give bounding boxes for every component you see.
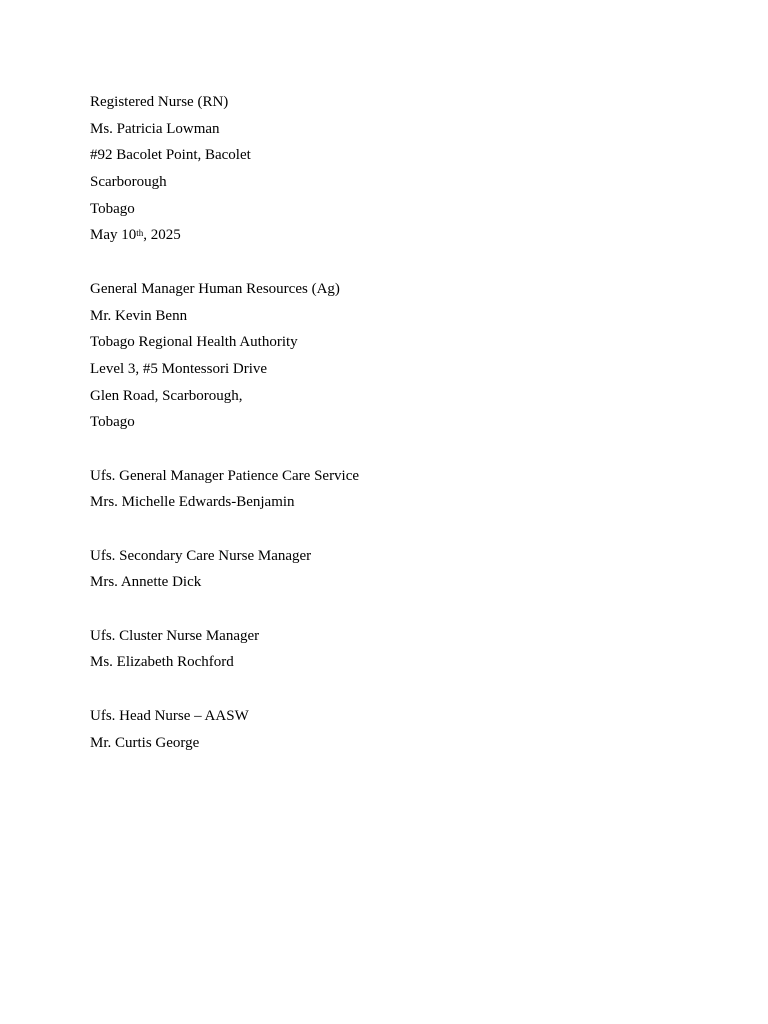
ufs-name: Ms. Elizabeth Rochford (90, 654, 234, 671)
ufs-title: Ufs. Cluster Nurse Manager (90, 627, 260, 644)
ufs-block-secondary-care (90, 543, 678, 596)
sender-title: Registered Nurse (RN) (90, 94, 229, 110)
sender-block (90, 89, 678, 249)
date-month-day: May 10 (90, 227, 137, 244)
recipient-address-line2: Glen Road, Scarborough, (90, 387, 243, 404)
recipient-title: General Manager Human Resources (Ag) (90, 280, 340, 297)
ufs-name: Mrs. Michelle Edwards-Benjamin (90, 494, 295, 511)
ufs-block-head-nurse (90, 703, 678, 756)
ufs-title: Ufs. General Manager Patience Care Service (90, 467, 360, 484)
sender-address-line1: #92 Bacolet Point, Bacolet (90, 147, 251, 164)
ufs-block-general-manager (90, 463, 678, 516)
ufs-title: Ufs. Secondary Care Nurse Manager (90, 547, 312, 564)
recipient-block (90, 276, 678, 436)
letter-date (90, 222, 678, 249)
sender-address-line3: Tobago (90, 200, 135, 217)
ufs-name: Mr. Curtis George (90, 734, 200, 751)
sender-address-line2: Scarborough (90, 174, 167, 191)
recipient-name: Mr. Kevin Benn (90, 307, 188, 324)
recipient-address-line3: Tobago (90, 414, 135, 431)
date-ordinal-suffix: th (136, 228, 144, 239)
letter-body (90, 89, 678, 756)
ufs-title: Ufs. Head Nurse – AASW (90, 707, 249, 724)
ufs-name: Mrs. Annette Dick (90, 574, 202, 591)
sender-name: Ms. Patricia Lowman (90, 120, 220, 137)
ufs-block-cluster-nurse (90, 623, 678, 676)
recipient-organization: Tobago Regional Health Authority (90, 334, 298, 351)
recipient-address-line1: Level 3, #5 Montessori Drive (90, 360, 268, 377)
date-year: , 2025 (143, 227, 181, 244)
